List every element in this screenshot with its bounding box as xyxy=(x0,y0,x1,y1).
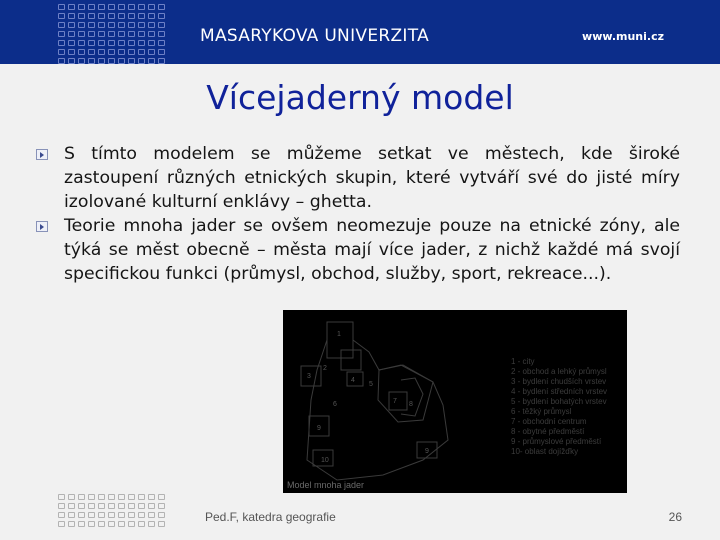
grid-dot xyxy=(88,494,95,500)
logo-dot-grid xyxy=(58,4,166,65)
diagram-caption: Model mnoha jader xyxy=(287,480,365,490)
grid-dot xyxy=(68,58,75,64)
grid-dot xyxy=(78,494,85,500)
grid-dot xyxy=(118,521,125,527)
grid-dot xyxy=(148,494,155,500)
grid-dot xyxy=(68,494,75,500)
university-url[interactable]: www.muni.cz xyxy=(582,30,664,43)
grid-dot xyxy=(118,503,125,509)
grid-dot xyxy=(68,4,75,10)
grid-dot xyxy=(158,58,165,64)
legend-item: 3 - bydlení chudších vrstev xyxy=(511,377,607,386)
grid-dot xyxy=(128,31,135,37)
zone-label: 6 xyxy=(333,401,337,408)
grid-dot xyxy=(128,22,135,28)
grid-dot xyxy=(158,40,165,46)
grid-dot xyxy=(108,503,115,509)
grid-dot xyxy=(118,22,125,28)
grid-dot xyxy=(98,49,105,55)
grid-dot xyxy=(108,31,115,37)
grid-dot xyxy=(138,503,145,509)
grid-dot xyxy=(128,58,135,64)
grid-dot xyxy=(88,58,95,64)
grid-dot xyxy=(58,503,65,509)
grid-dot xyxy=(98,494,105,500)
grid-dot xyxy=(88,13,95,19)
grid-dot xyxy=(108,494,115,500)
zone-label: 4 xyxy=(351,377,355,384)
grid-dot xyxy=(58,512,65,518)
grid-dot xyxy=(158,503,165,509)
grid-dot xyxy=(118,49,125,55)
grid-dot xyxy=(118,58,125,64)
grid-dot xyxy=(138,40,145,46)
bullet-list xyxy=(36,142,680,286)
footer-dot-grid xyxy=(58,494,166,528)
zone-label: 2 xyxy=(323,365,327,372)
grid-dot xyxy=(138,521,145,527)
grid-dot xyxy=(58,22,65,28)
grid-dot xyxy=(98,13,105,19)
zone-shape xyxy=(301,366,321,386)
grid-dot xyxy=(88,22,95,28)
grid-dot xyxy=(58,521,65,527)
grid-dot xyxy=(78,521,85,527)
grid-dot xyxy=(98,512,105,518)
grid-dot xyxy=(98,521,105,527)
grid-dot xyxy=(118,494,125,500)
legend-item: 10- oblast dojížďky xyxy=(511,447,579,456)
grid-dot xyxy=(148,58,155,64)
bullet-text: S tímto modelem se můžeme setkat ve městech, kde široké zastoupení různých etnických skupin, které vytváří své do jisté míry izolované kulturní enklávy – ghetta. xyxy=(64,144,680,212)
grid-dot xyxy=(58,494,65,500)
zone-label: 5 xyxy=(369,381,373,388)
grid-dot xyxy=(108,512,115,518)
grid-dot xyxy=(88,31,95,37)
grid-dot xyxy=(88,512,95,518)
grid-dot xyxy=(138,49,145,55)
grid-dot xyxy=(78,49,85,55)
grid-dot xyxy=(98,31,105,37)
grid-dot xyxy=(68,31,75,37)
grid-dot xyxy=(58,40,65,46)
zone-label: 3 xyxy=(307,373,311,380)
zone-shape xyxy=(327,322,353,358)
zone-label: 9 xyxy=(425,448,429,455)
grid-dot xyxy=(98,58,105,64)
grid-dot xyxy=(118,13,125,19)
grid-dot xyxy=(78,503,85,509)
grid-dot xyxy=(108,22,115,28)
zone-shape xyxy=(341,350,361,370)
bullet-item xyxy=(36,142,680,214)
grid-dot xyxy=(68,13,75,19)
zone-shape xyxy=(389,392,407,410)
grid-dot xyxy=(138,494,145,500)
grid-dot xyxy=(68,521,75,527)
grid-dot xyxy=(148,31,155,37)
grid-dot xyxy=(128,521,135,527)
grid-dot xyxy=(98,40,105,46)
grid-dot xyxy=(138,31,145,37)
legend-item: 8 - obytné předměstí xyxy=(511,427,585,436)
legend-item: 4 - bydlení středních vrstev xyxy=(511,387,608,396)
diagram-legend xyxy=(511,357,607,456)
legend-item: 9 - průmyslové předměstí xyxy=(511,437,602,446)
zone-label: 9 xyxy=(317,425,321,432)
grid-dot xyxy=(88,40,95,46)
grid-dot xyxy=(88,4,95,10)
legend-item: 1 - city xyxy=(511,357,535,366)
grid-dot xyxy=(128,503,135,509)
grid-dot xyxy=(78,4,85,10)
grid-dot xyxy=(108,4,115,10)
grid-dot xyxy=(108,13,115,19)
grid-dot xyxy=(98,4,105,10)
grid-dot xyxy=(148,40,155,46)
legend-item: 2 - obchod a lehký průmysl xyxy=(511,367,607,376)
legend-item: 5 - bydlení bohatých vrstev xyxy=(511,397,607,406)
grid-dot xyxy=(128,494,135,500)
grid-dot xyxy=(128,13,135,19)
grid-dot xyxy=(148,49,155,55)
grid-dot xyxy=(108,58,115,64)
zone-label: 7 xyxy=(393,398,397,405)
grid-dot xyxy=(158,13,165,19)
grid-dot xyxy=(128,4,135,10)
grid-dot xyxy=(138,13,145,19)
grid-dot xyxy=(68,49,75,55)
grid-dot xyxy=(78,22,85,28)
grid-dot xyxy=(88,521,95,527)
grid-dot xyxy=(118,40,125,46)
grid-dot xyxy=(88,503,95,509)
grid-dot xyxy=(58,13,65,19)
zone-label: 8 xyxy=(409,401,413,408)
grid-dot xyxy=(118,4,125,10)
grid-dot xyxy=(108,40,115,46)
grid-dot xyxy=(58,4,65,10)
grid-dot xyxy=(158,31,165,37)
bullet-arrow-icon xyxy=(36,149,48,160)
slide-title: Vícejaderný model xyxy=(206,78,514,117)
grid-dot xyxy=(68,40,75,46)
grid-dot xyxy=(68,503,75,509)
header-bar xyxy=(0,0,720,64)
zone-label: 10 xyxy=(321,457,329,464)
grid-dot xyxy=(58,49,65,55)
bullet-arrow-icon xyxy=(36,221,48,232)
grid-dot xyxy=(158,22,165,28)
multiple-nuclei-diagram xyxy=(283,310,627,493)
page-number: 26 xyxy=(668,510,682,524)
grid-dot xyxy=(138,58,145,64)
footer-department: Ped.F, katedra geografie xyxy=(205,510,336,524)
legend-item: 6 - těžký průmysl xyxy=(511,407,572,416)
grid-dot xyxy=(158,49,165,55)
grid-dot xyxy=(158,512,165,518)
grid-dot xyxy=(158,494,165,500)
grid-dot xyxy=(68,22,75,28)
grid-dot xyxy=(148,22,155,28)
diagram-svg xyxy=(283,310,627,493)
grid-dot xyxy=(78,58,85,64)
grid-dot xyxy=(118,31,125,37)
grid-dot xyxy=(128,49,135,55)
university-name: MASARYKOVA UNIVERZITA xyxy=(200,26,430,46)
grid-dot xyxy=(58,31,65,37)
grid-dot xyxy=(148,521,155,527)
grid-dot xyxy=(148,13,155,19)
bullet-item xyxy=(36,214,680,286)
grid-dot xyxy=(78,31,85,37)
grid-dot xyxy=(148,512,155,518)
grid-dot xyxy=(138,22,145,28)
grid-dot xyxy=(118,512,125,518)
grid-dot xyxy=(78,40,85,46)
grid-dot xyxy=(98,503,105,509)
grid-dot xyxy=(128,40,135,46)
grid-dot xyxy=(58,58,65,64)
grid-dot xyxy=(78,13,85,19)
grid-dot xyxy=(158,4,165,10)
grid-dot xyxy=(138,512,145,518)
grid-dot xyxy=(138,4,145,10)
grid-dot xyxy=(158,521,165,527)
grid-dot xyxy=(88,49,95,55)
grid-dot xyxy=(128,512,135,518)
grid-dot xyxy=(108,521,115,527)
zone-shape xyxy=(347,372,363,386)
grid-dot xyxy=(98,22,105,28)
grid-dot xyxy=(68,512,75,518)
grid-dot xyxy=(148,503,155,509)
grid-dot xyxy=(108,49,115,55)
grid-dot xyxy=(78,512,85,518)
bullet-text: Teorie mnoha jader se ovšem neomezuje pouze na etnické zóny, ale týká se měst obecně – města mají více jader, z nichž každé má svojí specifickou funkci (průmysl, obchod, služby, sport, rekreace...). xyxy=(64,216,680,284)
zone-label: 1 xyxy=(337,331,341,338)
grid-dot xyxy=(148,4,155,10)
zone-shape xyxy=(378,365,433,422)
legend-item: 7 - obchodní centrum xyxy=(511,417,587,426)
